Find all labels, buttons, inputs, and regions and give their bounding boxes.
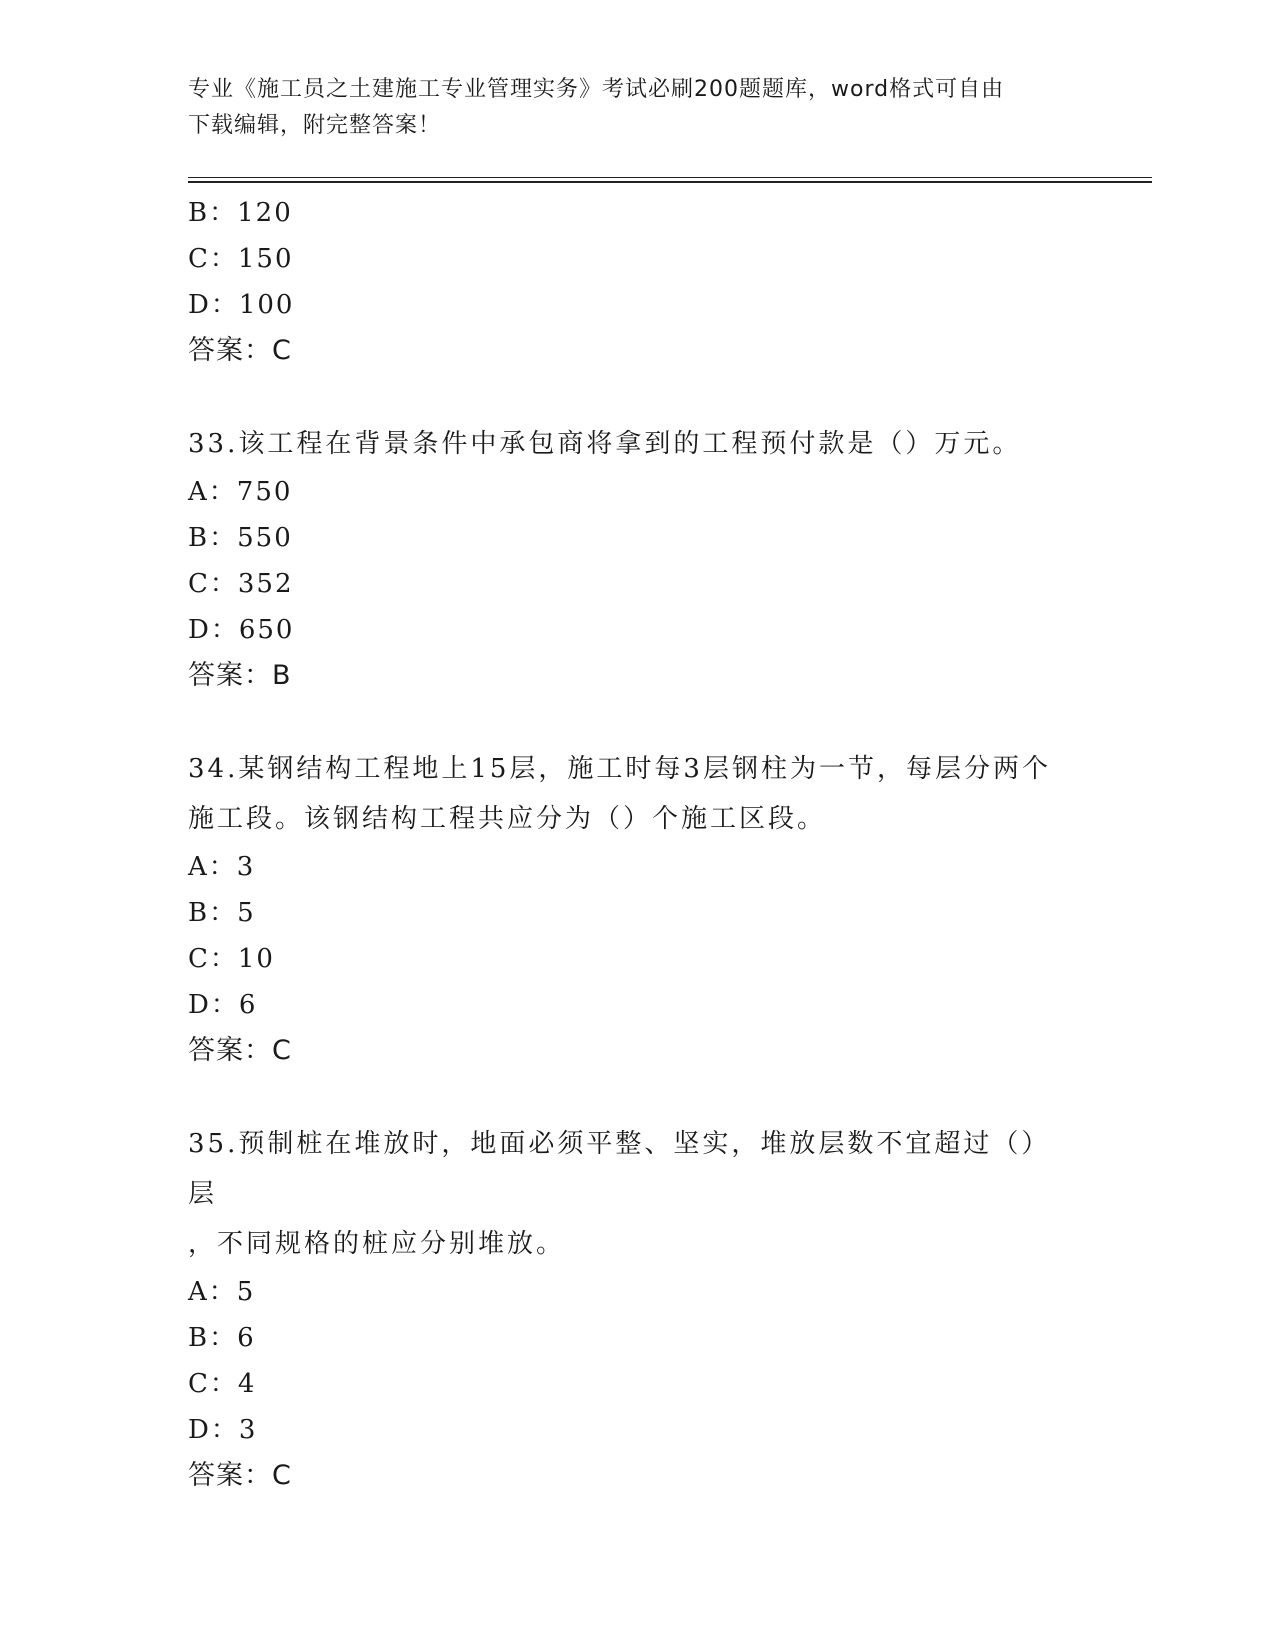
- option-b: B：120: [188, 198, 293, 228]
- option-c: C：352: [188, 569, 294, 599]
- spacer: [188, 1074, 1088, 1119]
- answer-line: 答案：B: [188, 660, 292, 691]
- question-32-tail: [188, 190, 1088, 374]
- option-c: C：4: [188, 1369, 257, 1399]
- option-d: D：6: [188, 990, 258, 1020]
- question-33: [188, 419, 1088, 699]
- header-divider-thick: [188, 181, 1152, 183]
- question-list: [188, 190, 1088, 1499]
- option-b: B：6: [188, 1323, 256, 1353]
- document-header: [188, 72, 1068, 144]
- question-text-line-1: 34.某钢结构工程地上15层，施工时每3层钢柱为一节，每层分两个: [188, 754, 1051, 784]
- option-b: B：550: [188, 523, 293, 553]
- answer-line: 答案：C: [188, 1035, 292, 1066]
- option-d: D：100: [188, 290, 295, 320]
- option-a: A：5: [188, 1277, 256, 1307]
- header-title-line-1: 专业《施工员之土建施工专业管理实务》考试必刷200题题库，word格式可自由: [188, 77, 1005, 102]
- question-text-line-2: ，不同规格的桩应分别堆放。: [188, 1229, 566, 1259]
- header-divider-thin: [188, 177, 1152, 178]
- question-text-line-2: 施工段。该钢结构工程共应分为（）个施工区段。: [188, 804, 827, 834]
- question-35: [188, 1119, 1088, 1499]
- option-b: B：5: [188, 898, 256, 928]
- option-a: A：750: [188, 477, 293, 507]
- answer-line: 答案：C: [188, 335, 292, 366]
- spacer: [188, 374, 1088, 419]
- header-title-line-2: 下载编辑，附完整答案！: [188, 113, 442, 138]
- question-text: 33.该工程在背景条件中承包商将拿到的工程预付款是（）万元。: [188, 429, 1022, 459]
- spacer: [188, 699, 1088, 744]
- option-d: D：3: [188, 1415, 258, 1445]
- option-a: A：3: [188, 852, 256, 882]
- question-text-line-1: 35.预制桩在堆放时，地面必须平整、坚实，堆放层数不宜超过（）层: [188, 1129, 1051, 1209]
- option-c: C：150: [188, 244, 294, 274]
- question-34: [188, 744, 1088, 1074]
- answer-line: 答案：C: [188, 1460, 292, 1491]
- option-d: D：650: [188, 615, 295, 645]
- option-c: C：10: [188, 944, 275, 974]
